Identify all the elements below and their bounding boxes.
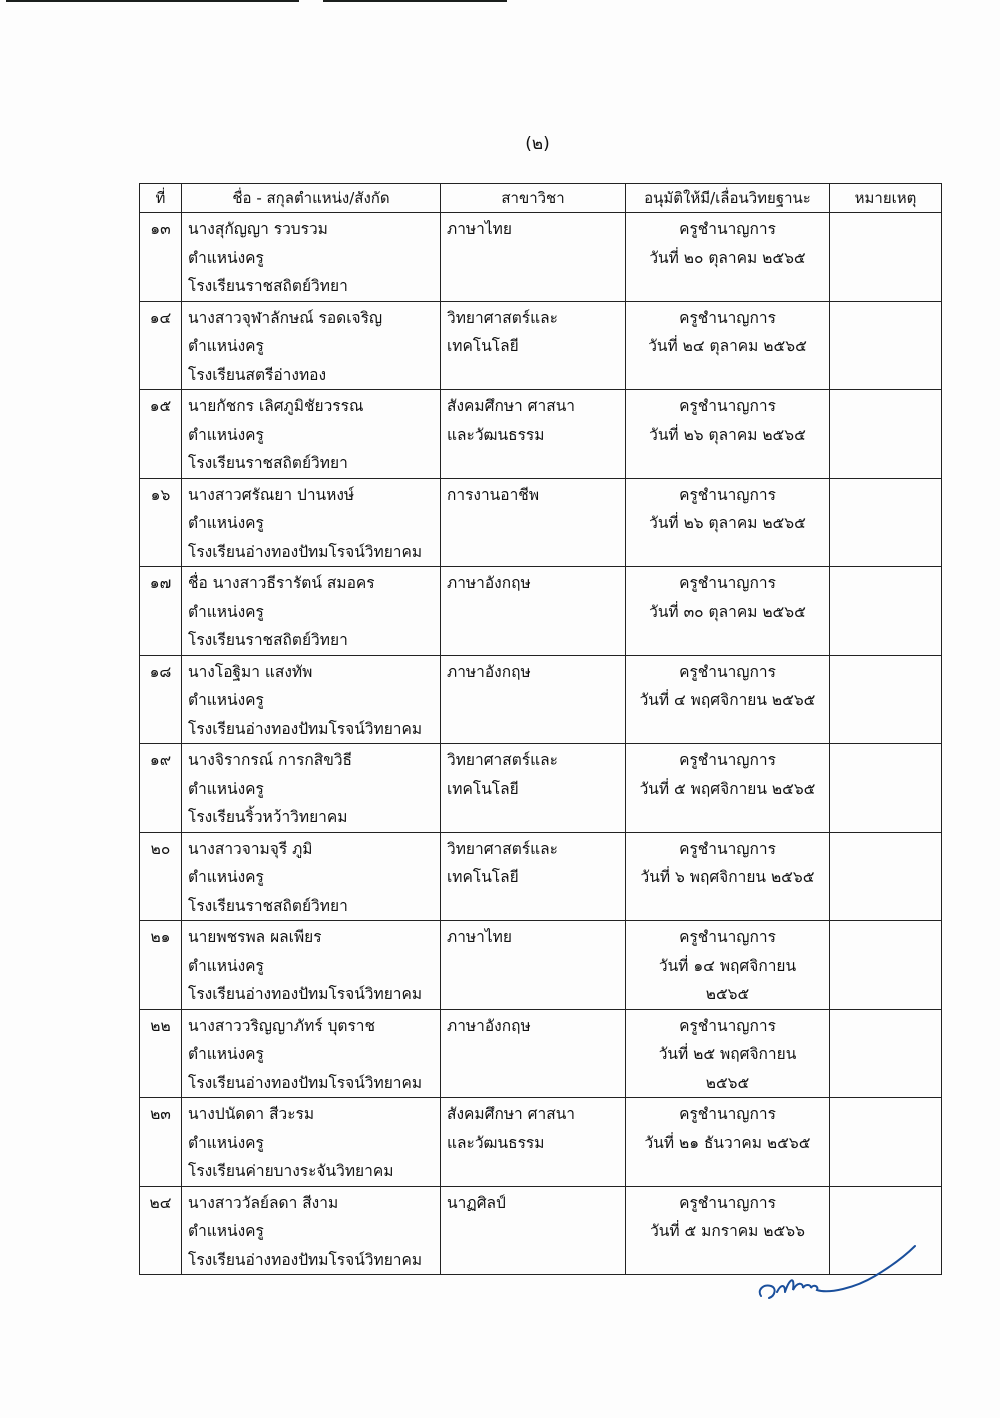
cell-no <box>140 478 182 567</box>
cell-subject <box>441 1009 626 1098</box>
teacher-position: ตำแหน่งครู <box>188 691 264 709</box>
table-row <box>140 655 942 744</box>
table-header-row <box>140 184 942 213</box>
academic-rank: ครูชำนาญการ <box>679 574 776 592</box>
subject-line: สังคมศึกษา ศาสนา <box>447 397 575 415</box>
row-number: ๑๘ <box>149 662 172 681</box>
cell-note <box>830 921 942 1010</box>
cell-approval <box>626 301 830 390</box>
academic-rank: ครูชำนาญการ <box>679 308 776 327</box>
teacher-name: นางสุกัญญา รวบรวม <box>188 220 328 238</box>
cell-subject <box>441 832 626 921</box>
row-number: ๒๓ <box>150 1105 171 1123</box>
subject-line: ภาษาอังกฤษ <box>447 1016 531 1035</box>
effective-date: วันที่ ๒๕ พฤศจิกายน <box>658 1045 797 1063</box>
teacher-name: นางสาววริญญาภัทร์ บุตราช <box>188 1016 376 1035</box>
teacher-position: ตำแหน่งครู <box>188 1133 264 1152</box>
signature <box>755 1244 925 1314</box>
academic-rank: ครูชำนาญการ <box>679 1016 776 1035</box>
row-number: ๑๗ <box>149 574 172 592</box>
teacher-position: ตำแหน่งครู <box>188 248 264 267</box>
cell-no <box>140 744 182 833</box>
cell-name <box>182 832 441 921</box>
table-row <box>140 567 942 656</box>
cell-name <box>182 921 441 1010</box>
cell-note <box>830 655 942 744</box>
table-row <box>140 1009 942 1098</box>
signature-stroke <box>760 1246 915 1298</box>
teacher-promotion-table <box>139 183 942 1275</box>
row-number: ๑๖ <box>150 485 171 504</box>
subject-line: วิทยาศาสตร์และ <box>447 839 558 858</box>
table-row <box>140 1098 942 1187</box>
table-row <box>140 390 942 479</box>
academic-rank: ครูชำนาญการ <box>679 485 776 504</box>
cell-note <box>830 301 942 390</box>
cell-note <box>830 744 942 833</box>
cell-note <box>830 1098 942 1187</box>
subject-line: ภาษาอังกฤษ <box>447 662 531 681</box>
teacher-name: นายกัชกร เลิศภูมิชัยวรรณ <box>188 397 364 415</box>
academic-rank: ครูชำนาญการ <box>679 1105 776 1123</box>
cell-name <box>182 655 441 744</box>
cell-no <box>140 301 182 390</box>
cell-subject <box>441 744 626 833</box>
cell-subject <box>441 213 626 302</box>
effective-date: วันที่ ๒๔ ตุลาคม ๒๕๖๕ <box>648 337 807 355</box>
teacher-school: โรงเรียนราชสถิตย์วิทยา <box>188 896 348 915</box>
teacher-name: นางโอฐิมา แสงทัพ <box>188 662 313 681</box>
row-number: ๒๐ <box>150 839 171 858</box>
academic-rank: ครูชำนาญการ <box>679 1193 776 1212</box>
cell-subject <box>441 567 626 656</box>
teacher-name: นางสาววัลย์ลดา สีงาม <box>188 1193 339 1212</box>
cell-name <box>182 301 441 390</box>
table-body <box>140 213 942 1275</box>
teacher-name: นางจิรากรณ์ การกสิขวิธี <box>188 751 353 769</box>
cell-no <box>140 921 182 1010</box>
row-number: ๒๑ <box>150 928 171 946</box>
effective-date: วันที่ ๕ พฤศจิกายน ๒๕๖๕ <box>639 779 816 798</box>
cell-note <box>830 567 942 656</box>
cell-subject <box>441 1098 626 1187</box>
teacher-position: ตำแหน่งครู <box>188 868 264 886</box>
subject-line: วิทยาศาสตร์และ <box>447 308 558 327</box>
cell-approval <box>626 655 830 744</box>
subject-line: ภาษาอังกฤษ <box>447 574 531 592</box>
teacher-school: โรงเรียนอ่างทองปัทมโรจน์วิทยาคม <box>188 719 423 738</box>
header-name: ชื่อ - สกุลตำแหน่ง/สังกัด <box>182 184 441 213</box>
effective-date: วันที่ ๕ มกราคม ๒๕๖๖ <box>650 1222 805 1240</box>
teacher-position: ตำแหน่งครู <box>188 1045 264 1063</box>
row-number: ๑๕ <box>149 397 172 415</box>
academic-rank: ครูชำนาญการ <box>679 839 776 858</box>
cell-approval <box>626 1098 830 1187</box>
subject-line: เทคโนโลยี <box>447 868 519 886</box>
row-number: ๑๓ <box>150 220 171 238</box>
subject-line: เทคโนโลยี <box>447 337 519 355</box>
subject-line: และวัฒนธรรม <box>447 1133 545 1152</box>
scan-edge-artifact <box>323 0 507 2</box>
scan-edge-artifact <box>6 0 299 2</box>
academic-rank: ครูชำนาญการ <box>679 751 776 769</box>
subject-line: เทคโนโลยี <box>447 779 519 798</box>
teacher-school: โรงเรียนราชสถิตย์วิทยา <box>188 631 348 649</box>
header-subject: สาขาวิชา <box>441 184 626 213</box>
row-number: ๒๔ <box>149 1193 172 1212</box>
subject-line: ภาษาไทย <box>447 928 512 946</box>
cell-approval <box>626 567 830 656</box>
cell-name <box>182 213 441 302</box>
cell-no <box>140 1098 182 1187</box>
academic-rank: ครูชำนาญการ <box>679 220 776 238</box>
teacher-school: โรงเรียนราชสถิตย์วิทยา <box>188 454 348 472</box>
teacher-school: โรงเรียนริ้วหว้าวิทยาคม <box>188 808 348 826</box>
table-row <box>140 832 942 921</box>
teacher-school: โรงเรียนอ่างทองปัทมโรจน์วิทยาคม <box>188 1250 423 1269</box>
cell-approval <box>626 390 830 479</box>
teacher-school: โรงเรียนค่ายบางระจันวิทยาคม <box>188 1162 394 1180</box>
row-number: ๑๙ <box>149 751 172 769</box>
teacher-position: ตำแหน่งครู <box>188 602 264 621</box>
cell-name <box>182 1009 441 1098</box>
teacher-name: นางสาวจุฬาลักษณ์ รอดเจริญ <box>188 308 383 327</box>
cell-name <box>182 390 441 479</box>
table-row <box>140 301 942 390</box>
effective-date: วันที่ ๖ พฤศจิกายน ๒๕๖๕ <box>640 868 815 886</box>
cell-approval <box>626 921 830 1010</box>
cell-no <box>140 1186 182 1275</box>
header-approval: อนุมัติให้มี/เลื่อนวิทยฐานะ <box>626 184 830 213</box>
cell-name <box>182 744 441 833</box>
table-row <box>140 744 942 833</box>
teacher-name: ชื่อ นางสาวธีรารัตน์ สมอคร <box>188 574 375 592</box>
row-number: ๒๒ <box>150 1016 171 1035</box>
table-row <box>140 478 942 567</box>
teacher-position: ตำแหน่งครู <box>188 514 264 532</box>
subject-line: นาฏศิลป์ <box>447 1193 506 1212</box>
effective-date: วันที่ ๒๖ ตุลาคม ๒๕๖๕ <box>649 514 806 532</box>
cell-no <box>140 832 182 921</box>
cell-approval <box>626 1009 830 1098</box>
table-row <box>140 213 942 302</box>
academic-rank: ครูชำนาญการ <box>679 662 776 681</box>
cell-no <box>140 213 182 302</box>
teacher-position: ตำแหน่งครู <box>188 956 264 975</box>
table-row <box>140 921 942 1010</box>
subject-line: การงานอาชีพ <box>447 485 540 504</box>
academic-rank: ครูชำนาญการ <box>679 928 776 946</box>
cell-name <box>182 567 441 656</box>
effective-date: วันที่ ๓๐ ตุลาคม ๒๕๖๕ <box>649 602 806 621</box>
cell-subject <box>441 478 626 567</box>
cell-note <box>830 478 942 567</box>
effective-date: ๒๕๖๕ <box>705 1073 750 1092</box>
cell-subject <box>441 921 626 1010</box>
header-note: หมายเหตุ <box>830 184 942 213</box>
teacher-school: โรงเรียนราชสถิตย์วิทยา <box>188 277 348 295</box>
header-no: ที่ <box>140 184 182 213</box>
cell-subject <box>441 655 626 744</box>
teacher-name: นายพชรพล ผลเพียร <box>188 928 322 946</box>
teacher-position: ตำแหน่งครู <box>188 425 264 444</box>
cell-no <box>140 655 182 744</box>
teacher-name: นางสาวศรัณยา ปานหงษ์ <box>188 485 355 504</box>
page-number: (๒) <box>525 134 550 154</box>
effective-date: วันที่ ๒๐ ตุลาคม ๒๕๖๕ <box>649 248 806 267</box>
effective-date: วันที่ ๔ พฤศจิกายน ๒๕๖๕ <box>639 691 816 709</box>
cell-name <box>182 1098 441 1187</box>
cell-no <box>140 390 182 479</box>
cell-note <box>830 1009 942 1098</box>
cell-subject <box>441 301 626 390</box>
teacher-position: ตำแหน่งครู <box>188 1222 264 1240</box>
subject-line: และวัฒนธรรม <box>447 425 545 444</box>
cell-note <box>830 390 942 479</box>
teacher-school: โรงเรียนอ่างทองปัทมโรจน์วิทยาคม <box>188 542 423 561</box>
cell-subject <box>441 1186 626 1275</box>
cell-note <box>830 213 942 302</box>
teacher-school: โรงเรียนสตรีอ่างทอง <box>188 365 327 384</box>
teacher-school: โรงเรียนอ่างทองปัทมโรจน์วิทยาคม <box>188 1073 423 1092</box>
teacher-name: นางปนัดดา สีวะรม <box>188 1105 315 1123</box>
effective-date: วันที่ ๒๑ ธันวาคม ๒๕๖๕ <box>644 1133 811 1152</box>
cell-subject <box>441 390 626 479</box>
academic-rank: ครูชำนาญการ <box>679 397 776 415</box>
cell-approval <box>626 832 830 921</box>
effective-date: ๒๕๖๕ <box>705 985 750 1003</box>
cell-approval <box>626 213 830 302</box>
teacher-position: ตำแหน่งครู <box>188 779 264 798</box>
row-number: ๑๔ <box>149 308 172 327</box>
cell-name <box>182 1186 441 1275</box>
cell-note <box>830 832 942 921</box>
cell-no <box>140 567 182 656</box>
teacher-school: โรงเรียนอ่างทองปัทมโรจน์วิทยาคม <box>188 985 423 1003</box>
cell-no <box>140 1009 182 1098</box>
teacher-name: นางสาวจามจุรี ภูมิ <box>188 839 313 858</box>
cell-approval <box>626 744 830 833</box>
subject-line: วิทยาศาสตร์และ <box>447 751 558 769</box>
effective-date: วันที่ ๒๖ ตุลาคม ๒๕๖๕ <box>649 425 806 444</box>
teacher-position: ตำแหน่งครู <box>188 337 264 355</box>
effective-date: วันที่ ๑๔ พฤศจิกายน <box>658 956 797 975</box>
subject-line: สังคมศึกษา ศาสนา <box>447 1105 575 1123</box>
cell-approval <box>626 478 830 567</box>
subject-line: ภาษาไทย <box>447 220 512 238</box>
cell-name <box>182 478 441 567</box>
